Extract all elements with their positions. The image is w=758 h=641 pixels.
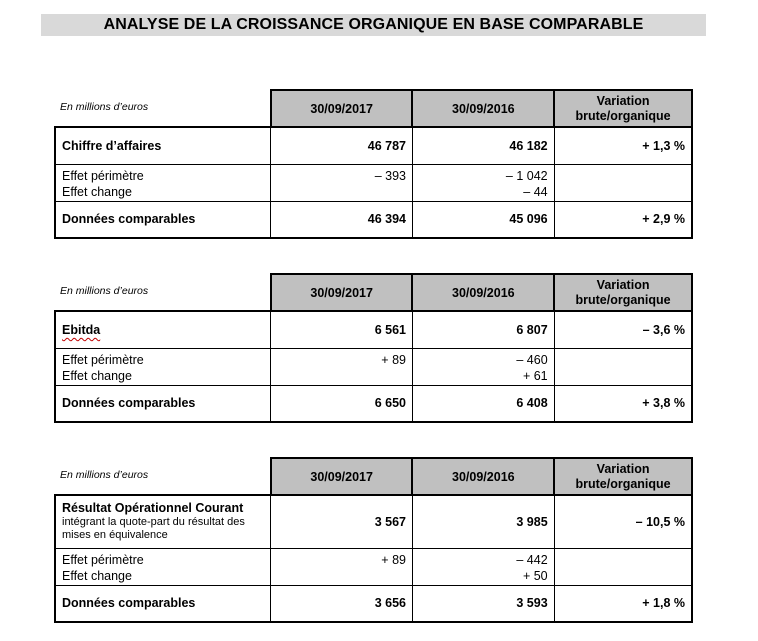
table-row: [55, 348, 692, 385]
cell-value: 3 656: [271, 585, 413, 622]
table-row: [55, 385, 692, 422]
row-label: Données comparables: [55, 201, 271, 238]
cell-variation: + 1,3 %: [554, 127, 692, 164]
effect-2016: – 1 042 – 44: [412, 164, 554, 201]
effect-labels: Effet périmètre Effet change: [55, 548, 271, 585]
table-row: [55, 127, 692, 164]
cell-value: 3 593: [412, 585, 554, 622]
row-label: Données comparables: [55, 385, 271, 422]
table-row: [55, 548, 692, 585]
effect-2016: – 442 + 50: [412, 548, 554, 585]
header-2016: 30/09/2016: [412, 90, 554, 127]
table-row: [55, 585, 692, 622]
table: [54, 89, 693, 239]
cell-value: 6 650: [271, 385, 413, 422]
table-row: [55, 311, 692, 348]
cell-value: 46 182: [412, 127, 554, 164]
row-label: Ebitda: [55, 311, 271, 348]
cell-variation: + 2,9 %: [554, 201, 692, 238]
table: [54, 457, 693, 623]
table-row: [55, 495, 692, 548]
effect-2017: + 89: [271, 348, 413, 385]
header-variation: Variation brute/organique: [554, 458, 692, 495]
cell-variation: + 1,8 %: [554, 585, 692, 622]
cell-variation: + 3,8 %: [554, 385, 692, 422]
row-label: Données comparables: [55, 585, 271, 622]
unit-label: En millions d’euros: [60, 469, 149, 481]
row-label: Résultat Opérationnel Courant intégrant la quote-part du résultat des mises en équivalence: [55, 495, 271, 548]
effect-2016: – 460 + 61: [412, 348, 554, 385]
table-row: [55, 164, 692, 201]
cell-variation: – 3,6 %: [554, 311, 692, 348]
effect-2017: + 89: [271, 548, 413, 585]
cell-value: 46 787: [271, 127, 413, 164]
table: [54, 273, 693, 423]
effect-2017: – 393: [271, 164, 413, 201]
header-2016: 30/09/2016: [412, 274, 554, 311]
header-variation: Variation brute/organique: [554, 274, 692, 311]
row-label: Chiffre d’affaires: [55, 127, 271, 164]
header-2017: 30/09/2017: [271, 458, 413, 495]
header-2017: 30/09/2017: [271, 274, 413, 311]
header-2016: 30/09/2016: [412, 458, 554, 495]
header-2017: 30/09/2017: [271, 90, 413, 127]
cell-value: 3 985: [412, 495, 554, 548]
effect-labels: Effet périmètre Effet change: [55, 164, 271, 201]
cell-value: 6 807: [412, 311, 554, 348]
unit-label: En millions d’euros: [60, 101, 149, 113]
unit-label: En millions d’euros: [60, 285, 149, 297]
cell-variation: – 10,5 %: [554, 495, 692, 548]
cell-value: 46 394: [271, 201, 413, 238]
cell-value: 3 567: [271, 495, 413, 548]
cell-value: 6 561: [271, 311, 413, 348]
header-variation: Variation brute/organique: [554, 90, 692, 127]
cell-value: 45 096: [412, 201, 554, 238]
table-row: [55, 201, 692, 238]
effect-labels: Effet périmètre Effet change: [55, 348, 271, 385]
cell-value: 6 408: [412, 385, 554, 422]
page-title: ANALYSE DE LA CROISSANCE ORGANIQUE EN BASE COMPARABLE: [41, 14, 706, 36]
